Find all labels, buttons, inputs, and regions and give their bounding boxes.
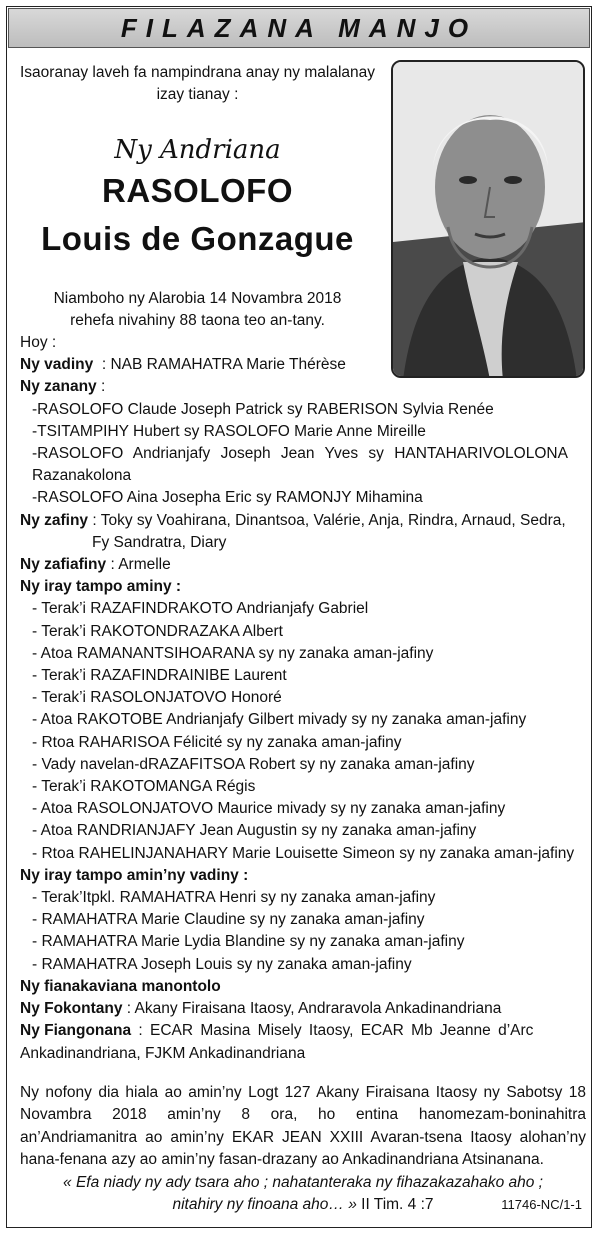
sibling-item: - Vady navelan-dRAZAFITSOA Robert sy ny zanaka aman-jafiny [32,755,475,773]
notice-title: FILAZANA MANJO [120,12,478,43]
grandchildren-label: Ny zafiny [20,511,89,529]
grandchildren-value: : Toky sy Voahirana, Dinantsoa, Valérie, Anja, Rindra, Arnaud, Sedra, [88,511,566,529]
sibling-item: - Atoa RASOLONJATOVO Maurice mivady sy ny zanaka aman-jafiny [32,800,506,818]
fiangonana-value: : ECAR Masina Misely Itaosy, ECAR Mb Jeanne d’Arc [131,1022,534,1040]
deceased-given-names: Louis de Gonzague [41,220,354,257]
child-item: -RASOLOFO Andrianjafy Joseph Jean Yves sy HANTAHARIVOLOLONA [32,445,568,463]
spouse-sibling-item: - Terak’Itpkl. RAMAHATRA Henri sy ny zanaka aman-jafiny [32,889,436,907]
deceased-honorific: Ny Andriana [114,135,281,165]
spouse-siblings-heading: Ny iray tampo amin’ny vadiny : [20,866,249,884]
extended-family-label: Ny fianakaviana manontolo [20,977,221,995]
child-item: Razanakolona [32,467,132,485]
fokontany-row [20,998,586,1020]
spouse-sibling-item: - RAMAHATRA Joseph Louis sy ny zanaka aman-jafiny [32,955,412,973]
portrait-illustration [393,62,585,378]
intro-line-2: izay tianay : [156,86,239,103]
quote-line-2-text: nitahiry ny finoana aho… » [172,1196,357,1213]
child-item: -RASOLOFO Aina Josepha Eric sy RAMONJY Mihamina [32,489,423,507]
great-grandchildren-row [20,554,586,576]
fiangonana-row [20,1020,586,1042]
child-item: -RASOLOFO Claude Joseph Patrick sy RABERISON Sylvia Renée [32,400,494,418]
hoy-label: Hoy : [20,334,57,351]
spouse-label: Ny vadiny [20,356,94,374]
sibling-item: - Rtoa RAHELINJANAHARY Marie Louisette Simeon sy ny zanaka aman-jafiny [32,844,575,862]
spouse-sibling-item: - RAMAHATRA Marie Lydia Blandine sy ny zanaka aman-jafiny [32,933,465,951]
sibling-item: - Atoa RAKOTOBE Andrianjafy Gilbert mivady sy ny zanaka aman-jafiny [32,711,527,729]
child-item: -TSITAMPIHY Hubert sy RASOLOFO Marie Anne Mireille [32,422,426,440]
children-suffix: : [96,378,106,396]
death-line-2: rehefa nivahiny 88 taona teo an-tany. [70,312,325,329]
sibling-item: - Rtoa RAHARISOA Félicité sy ny zanaka aman-jafiny [32,733,402,751]
fiangonana-label: Ny Fiangonana [20,1022,132,1040]
grandchildren-row [20,510,586,532]
notice-header [8,8,590,48]
spouse-value: : NAB RAMAHATRA Marie Thérèse [101,356,346,374]
great-grandchildren-label: Ny zafiafiny [20,556,107,574]
deceased-surname: RASOLOFO [102,172,293,209]
death-line-1: Niamboho ny Alarobia 14 Novambra 2018 [53,290,342,307]
sibling-item: - Terak’i RAZAFINDRAKOTO Andrianjafy Gabriel [32,600,369,618]
sibling-item: - Atoa RANDRIANJAFY Jean Augustin sy ny zanaka aman-jafiny [32,822,477,840]
sibling-item: - Terak’i RAKOTONDRAZAKA Albert [32,622,283,640]
fiangonana-row-2: Ankadinandriana, FJKM Ankadinandriana [20,1044,306,1062]
intro-line-1: Isaoranay laveh fa nampindrana anay ny malalanay [20,64,376,81]
fokontany-label: Ny Fokontany [20,1000,123,1018]
deceased-portrait-photo [391,60,585,378]
children-label: Ny zanany [20,378,97,396]
sibling-item: - Terak’i RAKOTOMANGA Régis [32,778,256,796]
death-info [20,288,375,332]
fokontany-value: : Akany Firaisana Itaosy, Andraravola Ankadinandriana [122,1000,502,1018]
intro-text [20,62,375,106]
children-heading [20,376,586,398]
great-grandchildren-value: : Armelle [106,556,171,574]
notice-reference-code: 11746-NC/1-1 [501,1197,582,1212]
sibling-item: - Terak’i RAZAFINDRAINIBE Laurent [32,667,287,685]
family-list [20,332,586,1065]
quote-line-1: « Efa niady ny ady tsara aho ; nahatanteraka ny fihazakazahako aho ; [63,1174,543,1191]
spouse-row [20,354,586,376]
quote-reference: II Tim. 4 :7 [356,1196,434,1213]
ceremony-paragraph: Ny nofony dia hiala ao amin’ny Logt 127 Akany Firaisana Itaosy ny Sabotsy 18 Novambra 2018 amin’ny 8 ora, ho entina hanomezam-boninahitra an’Andriamanitra ao amin’ny EKAR JEAN XXIII Avaran-tsena Itaosy alohan’ny hana-fenana azy ao amin’ny fasan-drazany ao Ankadinandriana Atsinanana. [20,1084,586,1168]
spouse-sibling-item: - RAMAHATRA Marie Claudine sy ny zanaka aman-jafiny [32,911,425,929]
siblings-heading: Ny iray tampo aminy : [20,578,182,596]
grandchildren-row-2: Fy Sandratra, Diary [92,533,227,551]
sibling-item: - Terak’i RASOLONJATOVO Honoré [32,689,282,707]
sibling-item: - Atoa RAMANANTSIHOARANA sy ny zanaka aman-jafiny [32,644,434,662]
